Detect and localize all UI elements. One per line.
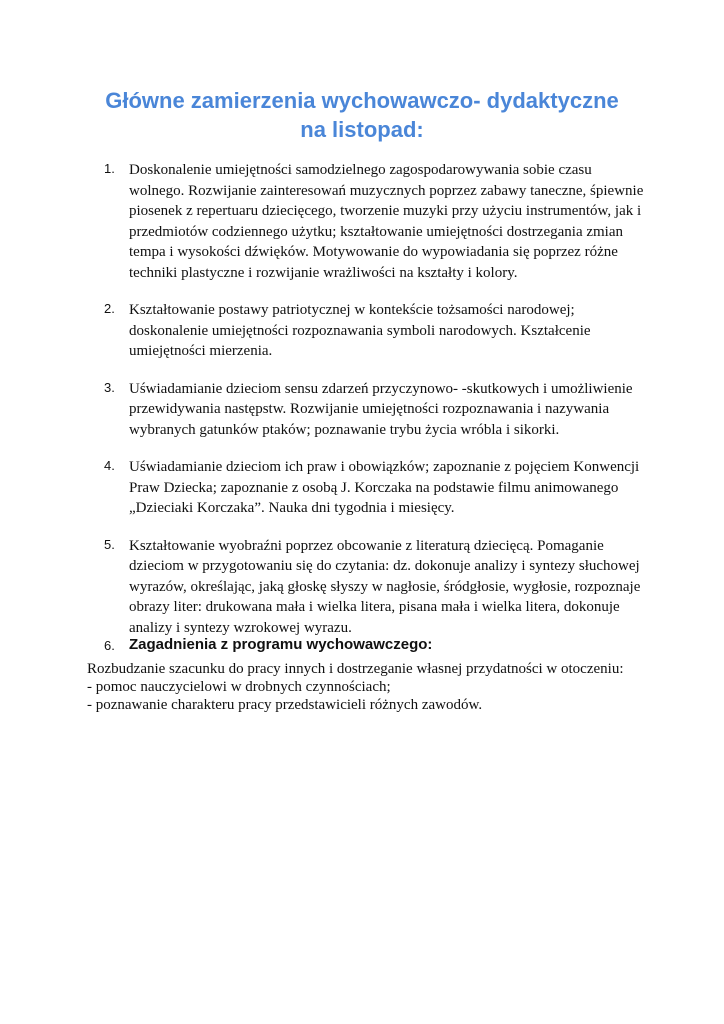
item-text: Uświadamianie dzieciom ich praw i obowiązków; zapoznanie z pojęciem Konwencji Praw Dziecka; zapoznanie z osobą J. Korczaka na podstawie filmu animowanego „Dzieciaki Korczaka”. Nauka dni tygodnia i miesięcy. [129, 459, 640, 516]
item-number: 5. [104, 536, 115, 552]
item-text: Kształtowanie postawy patriotycznej w kontekście tożsamości narodowej; doskonalenie umiejętności rozpoznawania symboli narodowych. Kształcenie umiejętności mierzenia. [129, 302, 591, 359]
item-text: Uświadamianie dzieciom sensu zdarzeń przyczynowo- -skutkowych i umożliwienie przewidywania następstw. Rozwijanie umiejętności rozpoznawania i nazywania wybranych gatunków ptaków; poznawanie trybu życia wróbla i sikorki. [129, 380, 633, 438]
list-item [104, 160, 644, 283]
list-item [104, 300, 644, 362]
list-item [104, 457, 644, 519]
section-line: - poznawanie charakteru pracy przedstawicieli różnych zawodów. [87, 697, 483, 713]
goals-list [104, 160, 644, 655]
item-text: Doskonalenie umiejętności samodzielnego zagospodarowywania sobie czasu wolnego. Rozwijanie zainteresowań muzycznych poprzez zabawy taneczne, śpiewnie piosenek z repertuaru dziecięcego, tworzenie muzyki przy użyciu instrumentów, jak i przedmiotów codziennego użytku; kształtowanie umiejętności dostrzegania zmian tempa i wysokości dźwięków. Motywowanie do wypowiadania się poprzez różne techniki plastyczne i rozwijanie wrażliwości na kształty i kolory. [129, 162, 644, 281]
section-line: - pomoc nauczycielowi w drobnych czynnościach; [87, 679, 391, 695]
page-title-line-2: na listopad: [300, 117, 424, 142]
item-number: 4. [104, 458, 115, 473]
item-text: Kształtowanie wyobraźni poprzez obcowanie z literaturą dziecięcą. Pomaganie dzieciom w przygotowaniu się do czytania: dz. dokonuje analizy i syntezy słuchowej wyrazów, określając, jaką głoskę słyszy w nagłosie, śródgłosie, wygłosie, rozpoznaje obrazy liter: drukowana mała i wielka litera, pisana mała i wielka litera, dokonuje analizy i syntezy wzrokowej wyrazu. [129, 537, 641, 636]
list-item [104, 379, 644, 441]
section-line: Rozbudzanie szacunku do pracy innych i dostrzeganie własnej przydatności w otoczeniu: [87, 661, 624, 677]
item-number: 3. [104, 379, 115, 395]
item-number: 2. [104, 301, 115, 316]
list-item [104, 536, 644, 639]
page-title-line-1: Główne zamierzenia wychowawczo- dydaktyczne [105, 88, 619, 113]
item-number: 1. [104, 161, 115, 176]
item-number: 6. [104, 638, 115, 653]
section-6-body [87, 660, 667, 714]
section-heading: Zagadnienia z programu wychowawczego: [129, 636, 433, 653]
page-title [40, 86, 684, 144]
section-6-header [104, 635, 664, 655]
